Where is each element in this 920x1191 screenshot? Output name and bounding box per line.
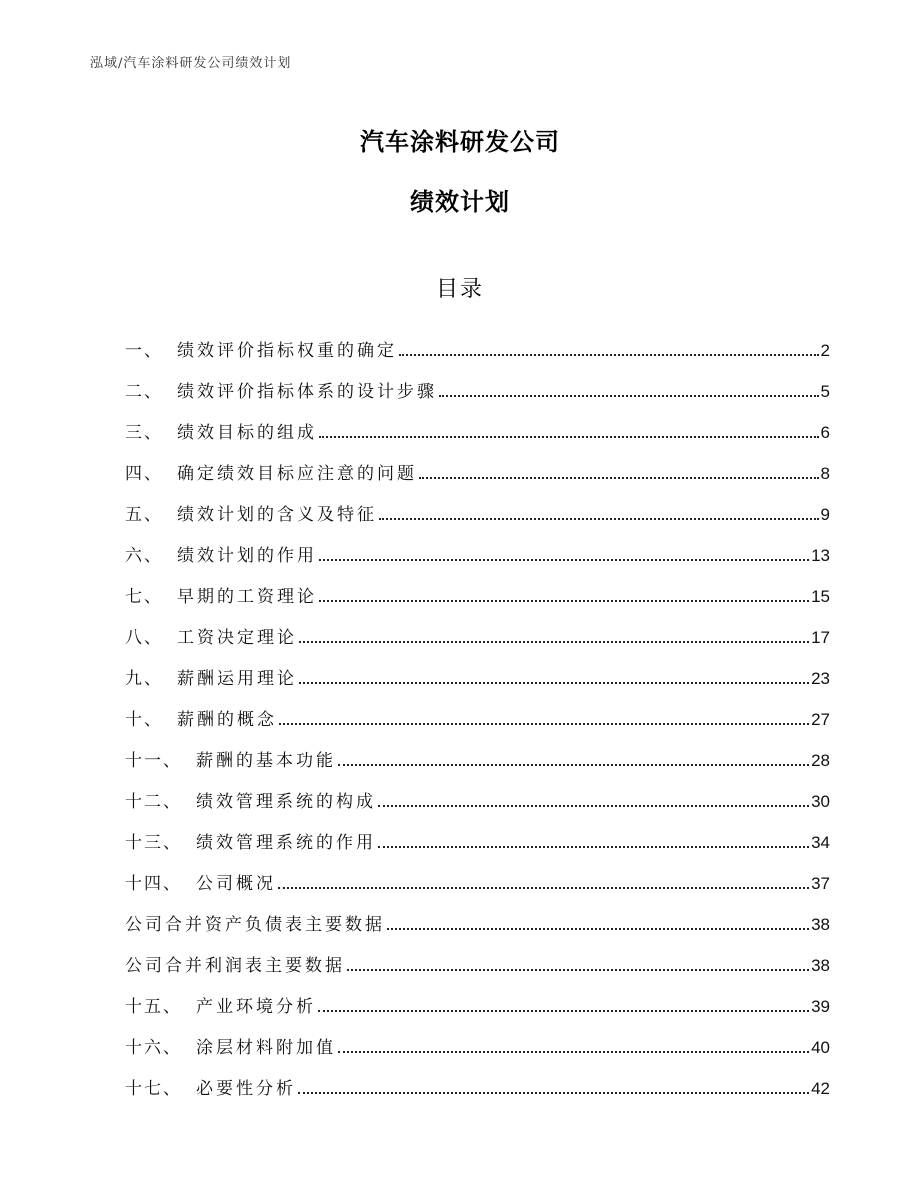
toc-dot-leader <box>378 845 809 848</box>
toc-entry-page: 17 <box>811 628 830 647</box>
toc-entry-page: 5 <box>820 382 830 401</box>
toc-entry-number: 五、 <box>125 505 163 525</box>
toc-entry-number: 四、 <box>125 464 163 484</box>
toc-entry-page: 8 <box>820 464 830 483</box>
toc-dot-leader <box>318 1009 809 1012</box>
toc-entry-title: 绩效管理系统的构成 <box>196 792 376 812</box>
toc-entry-title: 公司概况 <box>196 874 276 894</box>
toc-entry-page: 40 <box>811 1038 830 1057</box>
toc-entry-title: 绩效计划的含义及特征 <box>177 505 377 525</box>
toc-entry[interactable] <box>125 812 830 853</box>
toc-entry-title: 产业环境分析 <box>196 997 316 1017</box>
toc-dot-leader <box>379 517 819 520</box>
toc-entry-number: 十、 <box>125 710 163 730</box>
toc-entry[interactable] <box>125 853 830 894</box>
toc-entry-page: 27 <box>811 710 830 729</box>
toc-entry-number: 十二、 <box>125 792 182 812</box>
toc-entry-page: 38 <box>811 956 830 975</box>
toc-heading: 目录 <box>435 277 484 302</box>
toc-entry-title: 涂层材料附加值 <box>196 1038 336 1058</box>
toc-entry-title: 薪酬运用理论 <box>177 669 297 689</box>
document-title: 汽车涂料研发公司 <box>360 128 560 156</box>
toc-dot-leader <box>419 476 819 479</box>
toc-entry[interactable] <box>125 935 830 976</box>
toc-entry-title: 薪酬的概念 <box>177 710 277 730</box>
toc-entry-number: 九、 <box>125 669 163 689</box>
toc-entry-title: 早期的工资理论 <box>177 587 317 607</box>
toc-entry-number: 十四、 <box>125 874 182 894</box>
toc-entry-number: 十五、 <box>125 997 182 1017</box>
toc-dot-leader <box>299 681 809 684</box>
toc-entry[interactable] <box>125 1017 830 1058</box>
toc-dot-leader <box>338 763 809 766</box>
toc-entry-page: 38 <box>811 915 830 934</box>
toc-entry[interactable] <box>125 648 830 689</box>
toc-entry-number: 十七、 <box>125 1079 182 1099</box>
toc-entry-page: 2 <box>820 341 830 360</box>
toc-entry[interactable] <box>125 894 830 935</box>
toc-entry-page: 9 <box>820 505 830 524</box>
toc-entry[interactable] <box>125 1058 830 1099</box>
toc-entry-number: 十一、 <box>125 751 182 771</box>
toc-entry-title: 工资决定理论 <box>177 628 297 648</box>
toc-dot-leader <box>338 1050 809 1053</box>
toc-entry[interactable] <box>125 320 830 361</box>
running-header: 泓域/汽车涂料研发公司绩效计划 <box>90 56 292 71</box>
toc-entry-number: 二、 <box>125 382 163 402</box>
toc-dot-leader <box>299 640 809 643</box>
toc-dot-leader <box>279 722 809 725</box>
toc-entry[interactable] <box>125 689 830 730</box>
toc-entry-number: 六、 <box>125 546 163 566</box>
toc-entry[interactable] <box>125 771 830 812</box>
toc-entry-page: 23 <box>811 669 830 688</box>
toc-entry-page: 34 <box>811 833 830 852</box>
toc-entry[interactable] <box>125 976 830 1017</box>
toc-entry-title: 薪酬的基本功能 <box>196 751 336 771</box>
toc-entry-title: 确定绩效目标应注意的问题 <box>177 464 417 484</box>
toc-entry-title: 公司合并资产负债表主要数据 <box>125 915 385 935</box>
toc-entry[interactable] <box>125 607 830 648</box>
toc-entry-title: 必要性分析 <box>196 1079 296 1099</box>
toc-dot-leader <box>298 1091 809 1094</box>
toc-dot-leader <box>387 927 809 930</box>
toc-dot-leader <box>319 435 819 438</box>
toc-entry-page: 37 <box>811 874 830 893</box>
toc-entry-title: 绩效管理系统的作用 <box>196 833 376 853</box>
toc-entry-number: 八、 <box>125 628 163 648</box>
toc-entry-number: 七、 <box>125 587 163 607</box>
document-subtitle: 绩效计划 <box>410 188 510 216</box>
toc-entry-page: 42 <box>811 1079 830 1098</box>
toc-entry-title: 绩效评价指标体系的设计步骤 <box>177 382 437 402</box>
toc-entry[interactable] <box>125 566 830 607</box>
toc-entry[interactable] <box>125 484 830 525</box>
toc-entry-title: 绩效评价指标权重的确定 <box>177 341 397 361</box>
toc-entry-number: 十三、 <box>125 833 182 853</box>
toc-entry-title: 公司合并利润表主要数据 <box>125 956 345 976</box>
toc-entry-number: 一、 <box>125 341 163 361</box>
toc-entry[interactable] <box>125 443 830 484</box>
toc-dot-leader <box>347 968 809 971</box>
toc-entry-page: 28 <box>811 751 830 770</box>
toc-entry-title: 绩效目标的组成 <box>177 423 317 443</box>
toc-entry[interactable] <box>125 730 830 771</box>
toc-entry-page: 6 <box>820 423 830 442</box>
toc-entry[interactable] <box>125 525 830 566</box>
toc-dot-leader <box>439 394 819 397</box>
toc-dot-leader <box>319 558 809 561</box>
toc-dot-leader <box>319 599 809 602</box>
toc-entry-page: 39 <box>811 997 830 1016</box>
toc-dot-leader <box>278 886 809 889</box>
toc-entry[interactable] <box>125 402 830 443</box>
toc-entry-page: 13 <box>811 546 830 565</box>
toc-entry-number: 十六、 <box>125 1038 182 1058</box>
toc-entry-page: 30 <box>811 792 830 811</box>
toc-entry-title: 绩效计划的作用 <box>177 546 317 566</box>
toc-entry[interactable] <box>125 361 830 402</box>
toc-entry-page: 15 <box>811 587 830 606</box>
toc-dot-leader <box>378 804 809 807</box>
toc-entry-number: 三、 <box>125 423 163 443</box>
table-of-contents <box>125 320 830 1099</box>
toc-dot-leader <box>399 353 819 356</box>
